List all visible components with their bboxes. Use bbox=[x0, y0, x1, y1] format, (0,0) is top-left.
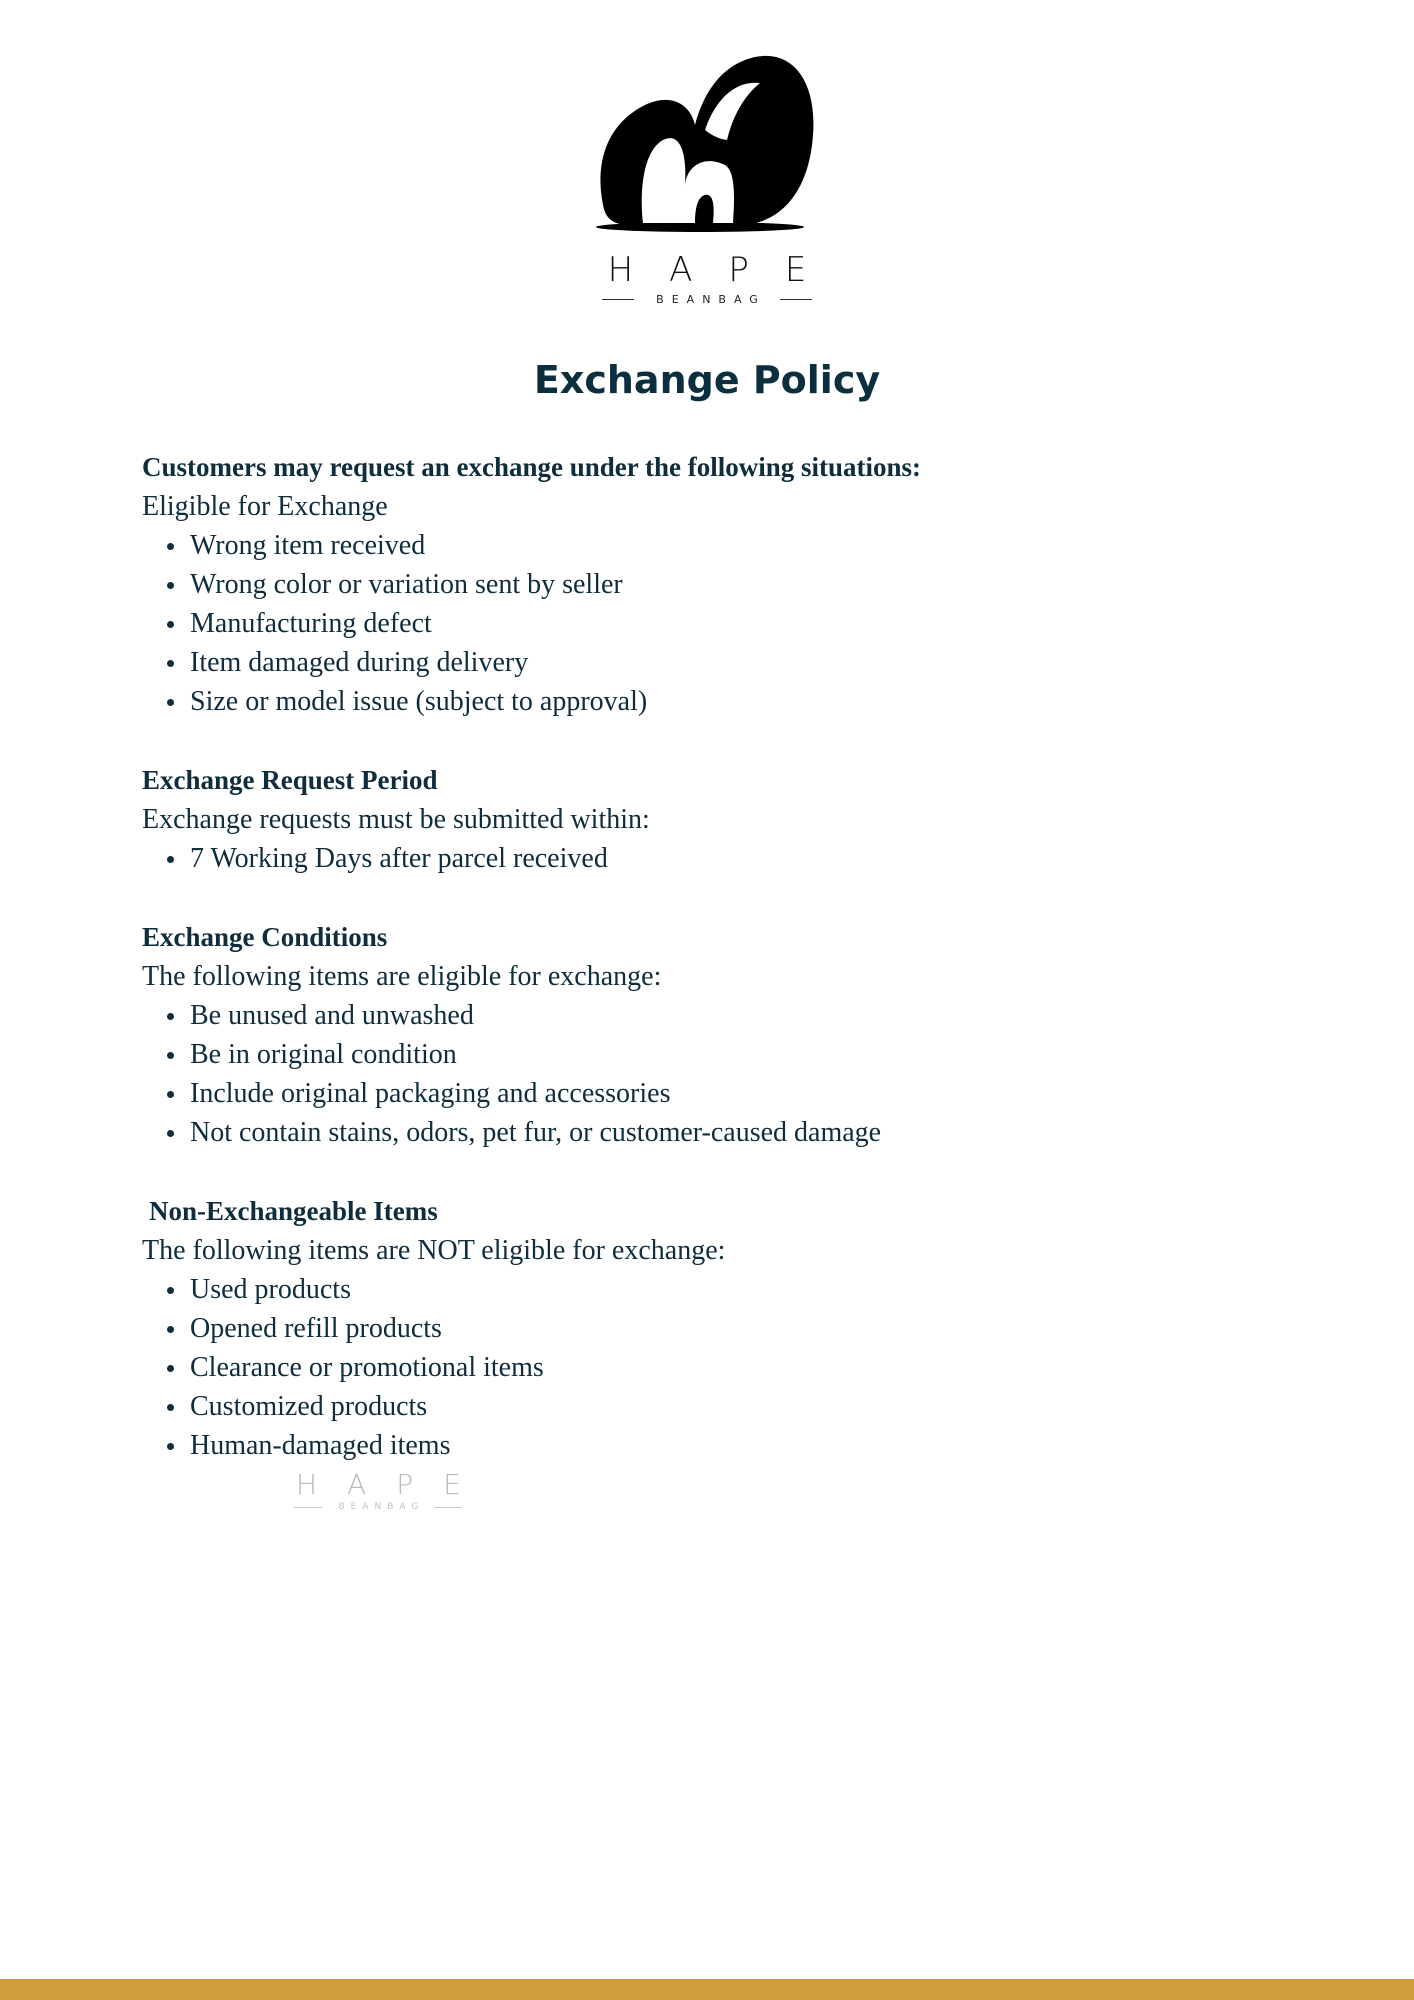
divider bbox=[434, 1507, 462, 1508]
section-heading: Non-Exchangeable Items bbox=[149, 1196, 438, 1226]
watermark-tagline-row bbox=[294, 1502, 462, 1512]
section-intro: The following items are eligible for exchange: bbox=[142, 961, 662, 992]
section-conditions bbox=[142, 918, 1292, 1152]
section-eligible bbox=[142, 448, 1292, 721]
list-item: Wrong color or variation sent by seller bbox=[190, 565, 1292, 604]
list-item: 7 Working Days after parcel received bbox=[190, 839, 1292, 878]
list-item: Human-damaged items bbox=[190, 1426, 1292, 1465]
section-intro: Eligible for Exchange bbox=[142, 491, 388, 522]
list-item: Item damaged during delivery bbox=[190, 643, 1292, 682]
section-heading: Customers may request an exchange under the following situations: bbox=[142, 452, 922, 482]
list-item: Opened refill products bbox=[190, 1309, 1292, 1348]
section-intro: Exchange requests must be submitted within: bbox=[142, 804, 650, 835]
list-item: Include original packaging and accessories bbox=[190, 1074, 1292, 1113]
list-item: Customized products bbox=[190, 1387, 1292, 1426]
list-item: Used products bbox=[190, 1270, 1292, 1309]
hape-logo-mark-icon bbox=[595, 55, 819, 235]
divider bbox=[294, 1507, 322, 1508]
logo-wordmark: HAPE bbox=[607, 250, 843, 290]
list-item: Manufacturing defect bbox=[190, 604, 1292, 643]
logo-tagline: BEANBAG bbox=[656, 293, 766, 306]
section-heading: Exchange Conditions bbox=[142, 922, 388, 952]
bullet-list bbox=[142, 839, 1292, 878]
list-item: Size or model issue (subject to approval) bbox=[190, 682, 1292, 721]
list-item: Wrong item received bbox=[190, 526, 1292, 565]
page-title: Exchange Policy bbox=[533, 358, 881, 402]
policy-content bbox=[142, 448, 1292, 1505]
watermark-logo bbox=[266, 1470, 491, 1512]
bullet-list bbox=[142, 996, 1292, 1152]
watermark-tagline: BEANBAG bbox=[338, 1502, 425, 1512]
divider bbox=[780, 299, 812, 301]
section-request-period bbox=[142, 761, 1292, 878]
section-intro: The following items are NOT eligible for exchange: bbox=[142, 1235, 726, 1266]
watermark-wordmark: HAPE bbox=[296, 1468, 491, 1501]
brand-logo bbox=[0, 55, 1414, 306]
section-non-exchangeable bbox=[142, 1192, 1292, 1465]
footer-accent-bar bbox=[0, 1979, 1414, 2000]
list-item: Be unused and unwashed bbox=[190, 996, 1292, 1035]
divider bbox=[602, 299, 634, 301]
list-item: Not contain stains, odors, pet fur, or customer-caused damage bbox=[190, 1113, 1292, 1152]
bullet-list bbox=[142, 1270, 1292, 1465]
section-heading: Exchange Request Period bbox=[142, 765, 438, 795]
list-item: Clearance or promotional items bbox=[190, 1348, 1292, 1387]
list-item: Be in original condition bbox=[190, 1035, 1292, 1074]
bullet-list bbox=[142, 526, 1292, 721]
logo-tagline-row bbox=[602, 293, 812, 306]
